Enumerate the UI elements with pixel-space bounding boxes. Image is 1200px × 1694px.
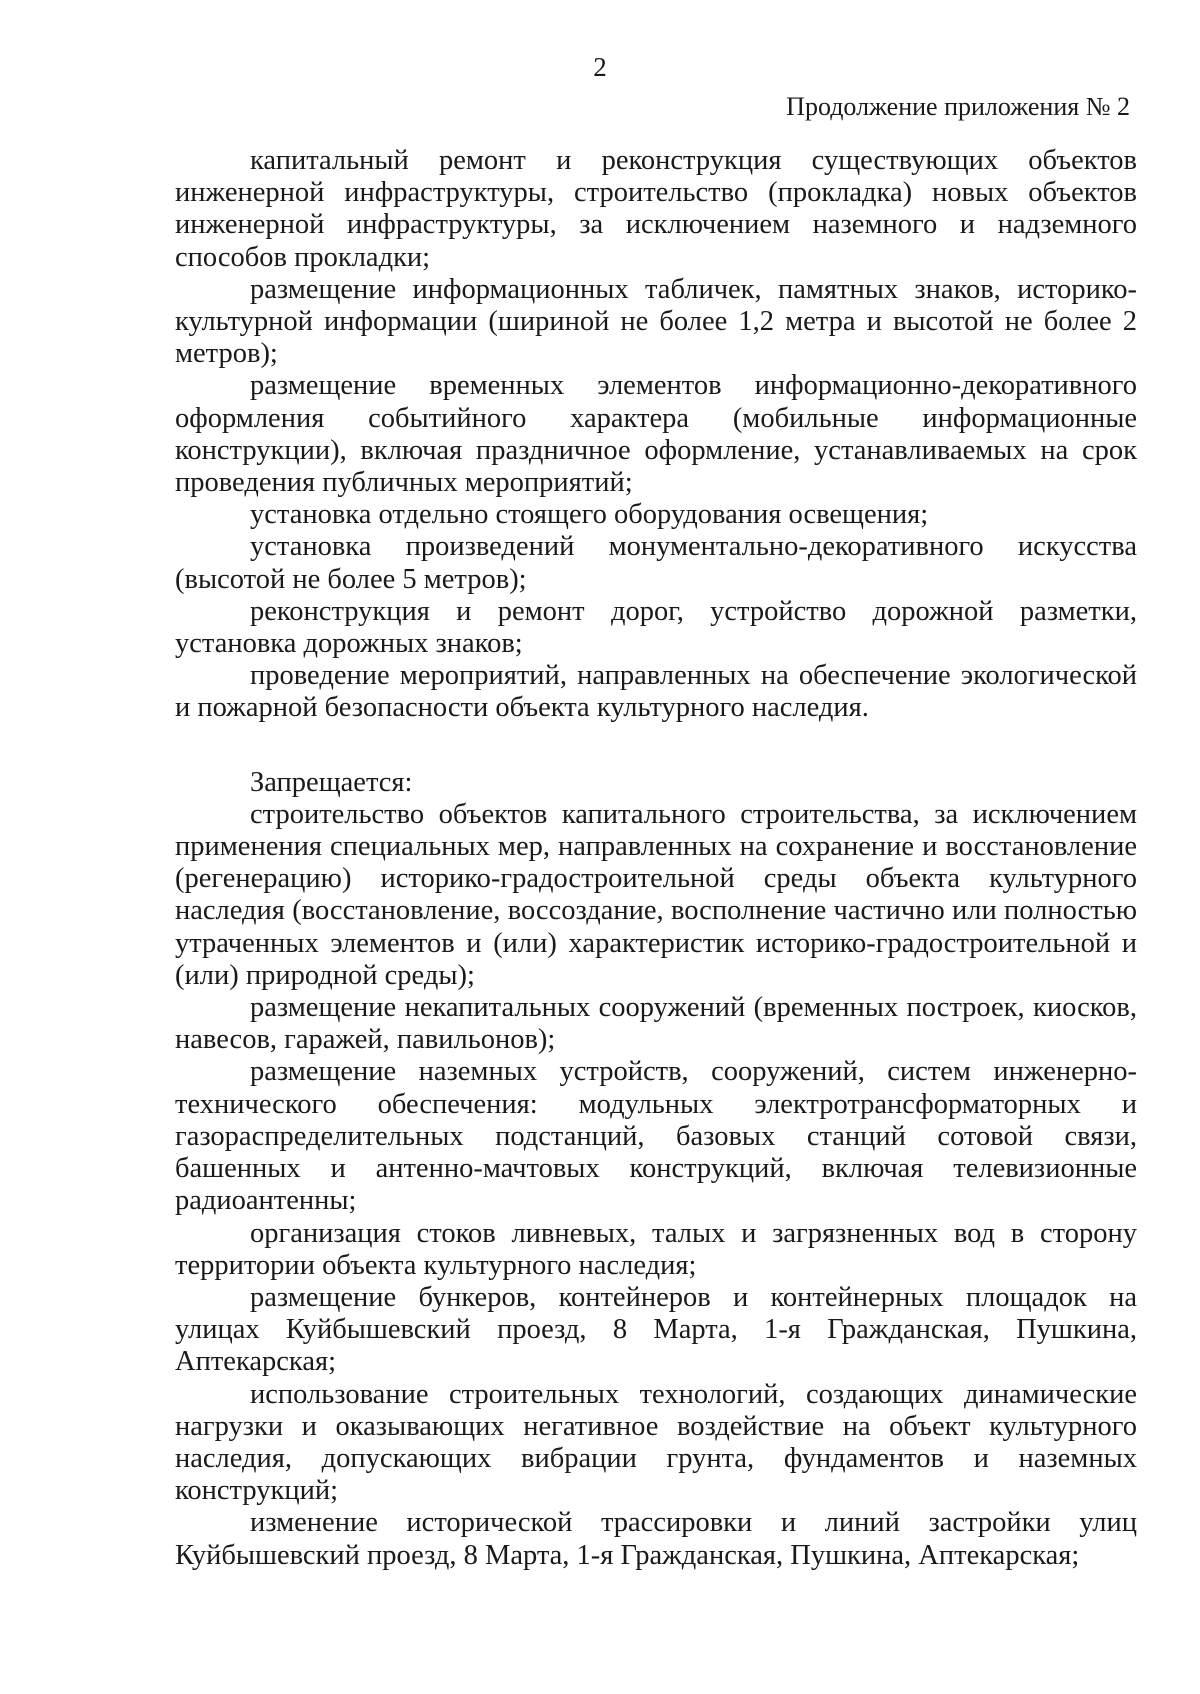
prohibited-item: размещение некапитальных сооружений (временных построек, киосков, навесов, гаражей, павильонов);	[175, 992, 1137, 1056]
prohibited-item: организация стоков ливневых, талых и загрязненных вод в сторону территории объекта культурного наследия;	[175, 1217, 1137, 1281]
allowed-item: реконструкция и ремонт дорог, устройство дорожной разметки, установка дорожных знаков;	[175, 595, 1137, 660]
appendix-note: Продолжение приложения № 2	[786, 92, 1130, 121]
allowed-item: установка произведений монументально-декоративного искусства (высотой не более 5 метров);	[175, 531, 1137, 595]
allowed-item: капитальный ремонт и реконструкция существующих объектов инженерной инфраструктуры, строительство (прокладка) новых объектов инженерной инфраструктуры, за исключением наземного и надземного способов прокладки;	[175, 145, 1137, 273]
prohibited-item: изменение исторической трассировки и линий застройки улиц Куйбышевский проезд, 8 Марта, 1-я Гражданская, Пушкина, Аптекарская;	[175, 1507, 1137, 1571]
prohibited-heading: Запрещается:	[250, 766, 413, 798]
prohibited-item: размещение наземных устройств, сооружений, систем инженерно-технического обеспечения: модульных электротрансформаторных и газораспределительных подстанций, базовых станций сотовой связи, башенных и антенно-мачтовых конструкций, включая телевизионные радиоантенны;	[175, 1056, 1137, 1217]
allowed-item: установка отдельно стоящего оборудования освещения;	[250, 499, 929, 531]
prohibited-item: размещение бункеров, контейнеров и контейнерных площадок на улицах Куйбышевский проезд, 8 Марта, 1-я Гражданская, Пушкина, Аптекарская;	[175, 1281, 1137, 1378]
prohibited-item: использование строительных технологий, создающих динамические нагрузки и оказывающих негативное воздействие на объект культурного наследия, допускающих вибрации грунта, фундаментов и наземных конструкций;	[175, 1378, 1137, 1507]
allowed-item: размещение информационных табличек, памятных знаков, историко-культурной информации (шириной не более 1,2 метра и высотой не более 2 метров);	[175, 273, 1137, 370]
document-body	[175, 145, 1137, 1572]
allowed-item: проведение мероприятий, направленных на обеспечение экологической и пожарной безопасности объекта культурного наследия.	[175, 660, 1137, 724]
prohibited-item: строительство объектов капитального строительства, за исключением применения специальных мер, направленных на сохранение и восстановление (регенерацию) историко-градостроительной среды объекта культурного наследия (восстановление, воссоздание, восполнение частично или полностью утраченных элементов и (или) характеристик историко-градостроительной и (или) природной среды);	[175, 798, 1137, 991]
page-number: 2	[593, 52, 607, 82]
allowed-item: размещение временных элементов информационно-декоративного оформления событийного характера (мобильные информационные конструкции), включая праздничное оформление, устанавливаемых на срок проведения публичных мероприятий;	[175, 370, 1137, 499]
